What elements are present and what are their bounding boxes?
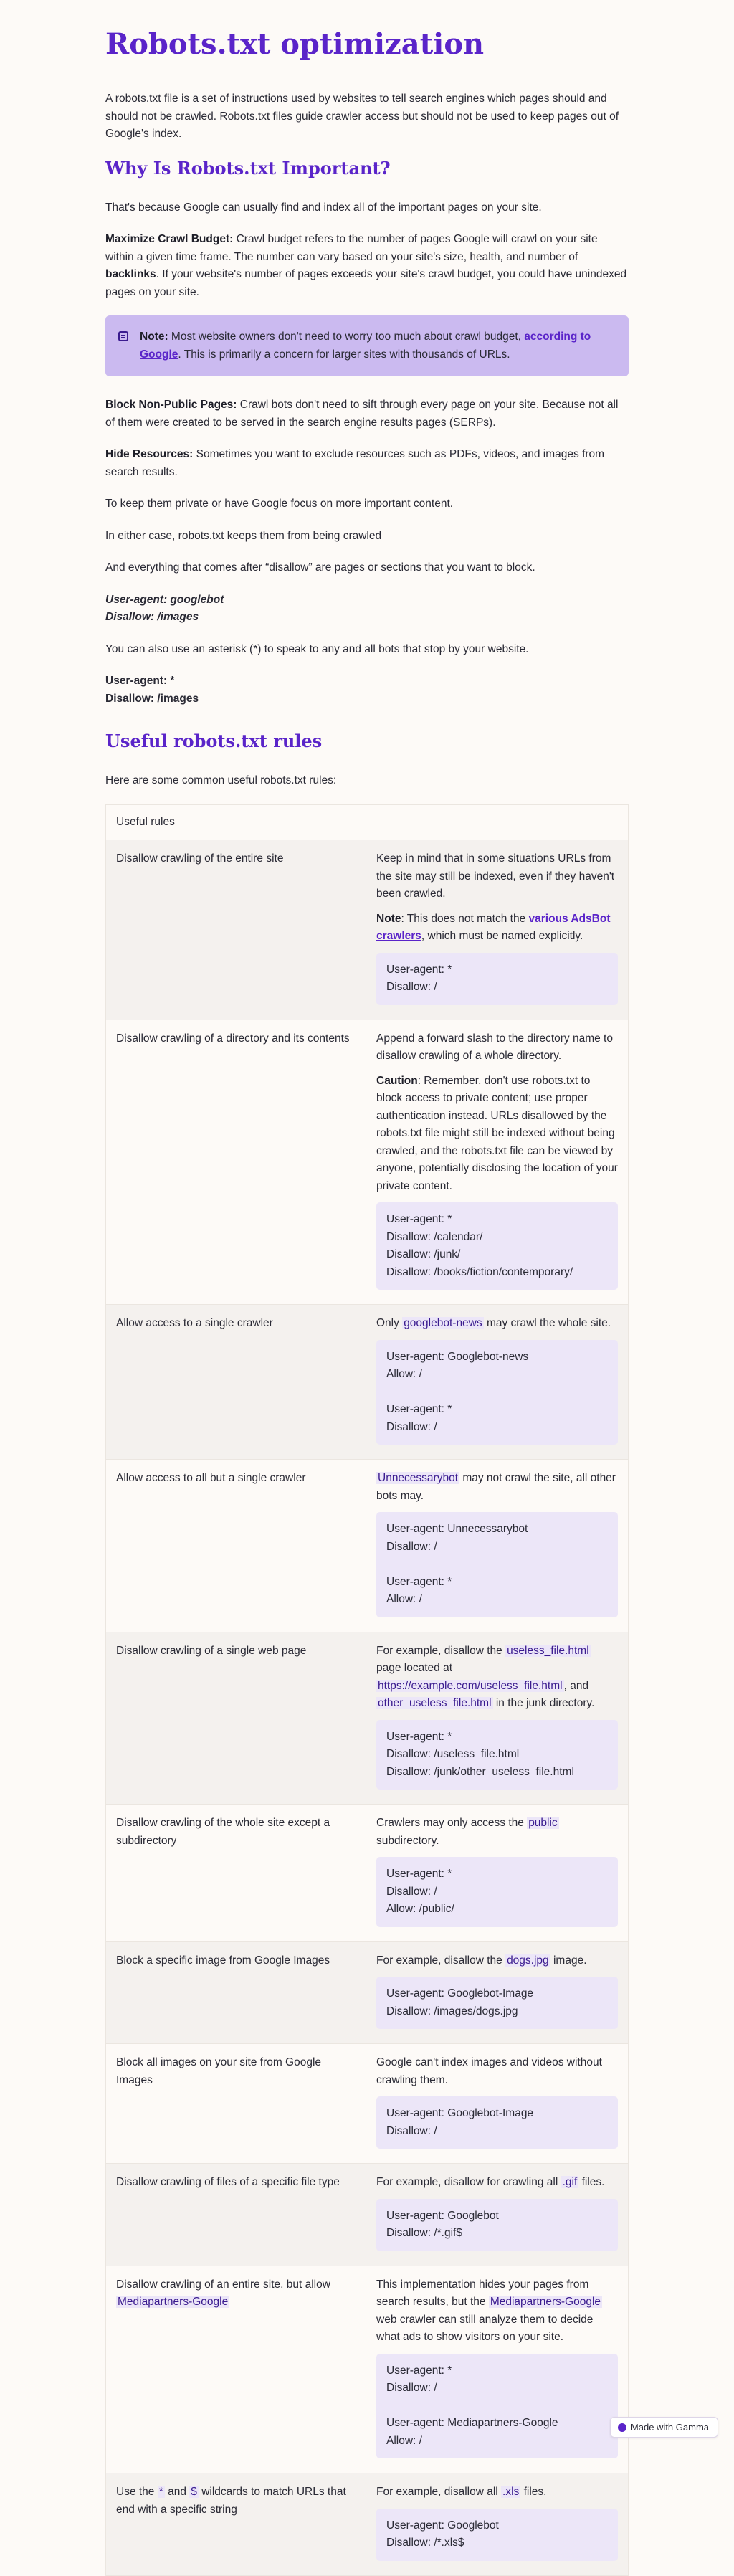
rule-cell: Disallow crawling of files of a specific file type <box>106 2164 367 2266</box>
useful-rules-table <box>105 804 629 2576</box>
useful-rules-intro: Here are some common useful robots.txt rules: <box>105 774 337 786</box>
table-row <box>106 1460 629 1632</box>
table-row <box>106 1941 629 2044</box>
code-snippet: User-agent: * Disallow: /useless_file.html Disallow: /junk/other_useless_file.html <box>376 1720 618 1790</box>
asterisk-paragraph: You can also use an asterisk (*) to speak to any and all bots that stop by your website. <box>105 642 529 655</box>
adsbot-crawlers-link[interactable]: various AdsBot crawlers <box>376 912 611 942</box>
rule-cell: Block a specific image from Google Images <box>106 1941 367 2044</box>
code-snippet: User-agent: * Disallow: / Allow: /public/ <box>376 1857 618 1927</box>
rule-cell: Disallow crawling of an entire site, but allow Mediapartners-Google <box>106 2266 367 2473</box>
document-page <box>105 0 629 2576</box>
desc-cell: Only googlebot-news may crawl the whole site. User-agent: Googlebot-news Allow: / User-agent: * Disallow: / <box>366 1305 629 1460</box>
useful-rules-heading: Useful robots.txt rules <box>105 731 323 751</box>
intro-paragraph: A robots.txt file is a set of instructions used by websites to tell search engines which pages should and should not be crawled. Robots.txt files guide crawler access but should not be used to keep pages out of Google's index. <box>105 92 619 140</box>
desc-cell: For example, disallow the dogs.jpg image. User-agent: Googlebot-Image Disallow: /images/dogs.jpg <box>366 1941 629 2044</box>
disallow-paragraph: And everything that comes after “disallow” are pages or sections that you want to block. <box>105 561 535 574</box>
badge-label: Made with Gamma <box>630 2422 709 2433</box>
desc-cell: This implementation hides your pages from search results, but the Mediapartners-Google web crawler can still analyze them to decide what ads to show visitors on your site. User-agent: * Disallow: / User-agent: Mediapartners-Google Allow: / <box>366 2266 629 2473</box>
code-snippet: User-agent: Googlebot-news Allow: / User-agent: * Disallow: / <box>376 1340 618 1445</box>
table-row <box>106 1305 629 1460</box>
note-callout: Note: Most website owners don't need to worry too much about crawl budget, according to Google. This is primarily a concern for larger sites with thousands of URLs. <box>105 315 629 376</box>
hide-resources-paragraph: Hide Resources: Sometimes you want to exclude resources such as PDFs, videos, and images from search results. <box>105 448 605 478</box>
code-snippet: User-agent: * Disallow: / <box>376 953 618 1005</box>
made-with-gamma-badge[interactable] <box>610 2417 718 2438</box>
desc-cell: Append a forward slash to the directory name to disallow crawling of a whole directory. Caution: Remember, don't use robots.txt to block access to private content; use proper authentication instead. URLs disallowed by the robots.txt file might still be indexed without being crawled, and the robots.txt file can be viewed by anyone, potentially disclosing the location of your private content. User-agent: * Disallow: /calendar/ Disallow: /junk/ Disallow: /books/fiction/contemporary/ <box>366 1020 629 1305</box>
table-row <box>106 2164 629 2266</box>
code-snippet: User-agent: Googlebot-Image Disallow: /images/dogs.jpg <box>376 1977 618 2029</box>
rule-cell: Use the * and $ wildcards to match URLs that end with a specific string <box>106 2473 367 2576</box>
either-case-paragraph: In either case, robots.txt keeps them from being crawled <box>105 529 382 542</box>
table-row <box>106 1632 629 1805</box>
crawl-budget-paragraph: Maximize Crawl Budget: Crawl budget refers to the number of pages Google will crawl on your site within a given time frame. The number can vary based on your site's size, health, and number of backlinks. If your website's number of pages exceeds your site's crawl budget, you could have unindexed pages on your site. <box>105 233 627 298</box>
desc-cell: Google can't index images and videos without crawling them. User-agent: Googlebot-Image Disallow: / <box>366 2044 629 2164</box>
desc-cell: For example, disallow all .xls files. User-agent: Googlebot Disallow: /*.xls$ <box>366 2473 629 2576</box>
asterisk-example: User-agent: * Disallow: /images <box>105 675 199 705</box>
according-to-google-link[interactable]: according to Google <box>140 331 591 361</box>
code-snippet: User-agent: * Disallow: / User-agent: Mediapartners-Google Allow: / <box>376 2354 618 2459</box>
code-snippet: User-agent: * Disallow: /calendar/ Disallow: /junk/ Disallow: /books/fiction/contemporary/ <box>376 1202 618 1290</box>
rule-cell: Allow access to a single crawler <box>106 1305 367 1460</box>
why-paragraph: That's because Google can usually find and index all of the important pages on your site. <box>105 201 542 214</box>
table-row <box>106 1020 629 1305</box>
desc-cell: For example, disallow the useless_file.html page located at https://example.com/useless_file.html , and other_useless_file.html in the junk directory. User-agent: * Disallow: /useless_file.html Disallow: /junk/other_useless_file.html <box>366 1632 629 1805</box>
rule-cell: Allow access to all but a single crawler <box>106 1460 367 1632</box>
table-row <box>106 2044 629 2164</box>
code-snippet: User-agent: Unnecessarybot Disallow: / User-agent: * Allow: / <box>376 1512 618 1617</box>
table-row <box>106 2266 629 2473</box>
table-row <box>106 840 629 1020</box>
desc-cell: Crawlers may only access the public subdirectory. User-agent: * Disallow: / Allow: /public/ <box>366 1805 629 1942</box>
block-nonpublic-paragraph: Block Non-Public Pages: Crawl bots don't need to sift through every page on your site. Because not all of them were created to be served in the search engine results pages (SERPs). <box>105 399 619 429</box>
googlebot-example: User-agent: googlebot Disallow: /images <box>105 593 224 623</box>
desc-cell: Unnecessarybot may not crawl the site, all other bots may. User-agent: Unnecessarybot Disallow: / User-agent: * Allow: / <box>366 1460 629 1632</box>
rule-cell: Block all images on your site from Google Images <box>106 2044 367 2164</box>
rule-cell: Disallow crawling of the whole site except a subdirectory <box>106 1805 367 1942</box>
desc-cell: For example, disallow for crawling all .gif files. User-agent: Googlebot Disallow: /*.gif$ <box>366 2164 629 2266</box>
rule-cell: Disallow crawling of a directory and its contents <box>106 1020 367 1305</box>
table-header: Useful rules <box>106 804 629 840</box>
private-paragraph: To keep them private or have Google focus on more important content. <box>105 498 454 510</box>
code-snippet: User-agent: Googlebot-Image Disallow: / <box>376 2096 618 2149</box>
code-snippet: User-agent: Googlebot Disallow: /*.gif$ <box>376 2199 618 2251</box>
gamma-logo-icon <box>618 2423 626 2432</box>
why-heading: Why Is Robots.txt Important? <box>105 157 391 179</box>
note-icon <box>118 331 128 341</box>
rule-cell: Disallow crawling of a single web page <box>106 1632 367 1805</box>
rule-cell: Disallow crawling of the entire site <box>106 840 367 1020</box>
code-snippet: User-agent: Googlebot Disallow: /*.xls$ <box>376 2509 618 2561</box>
table-row <box>106 2473 629 2576</box>
desc-cell: Keep in mind that in some situations URLs from the site may still be indexed, even if they haven't been crawled. Note: This does not match the various AdsBot crawlers, which must be named explicitly. User-agent: * Disallow: / <box>366 840 629 1020</box>
page-title: Robots.txt optimization <box>105 27 485 61</box>
table-row <box>106 1805 629 1942</box>
